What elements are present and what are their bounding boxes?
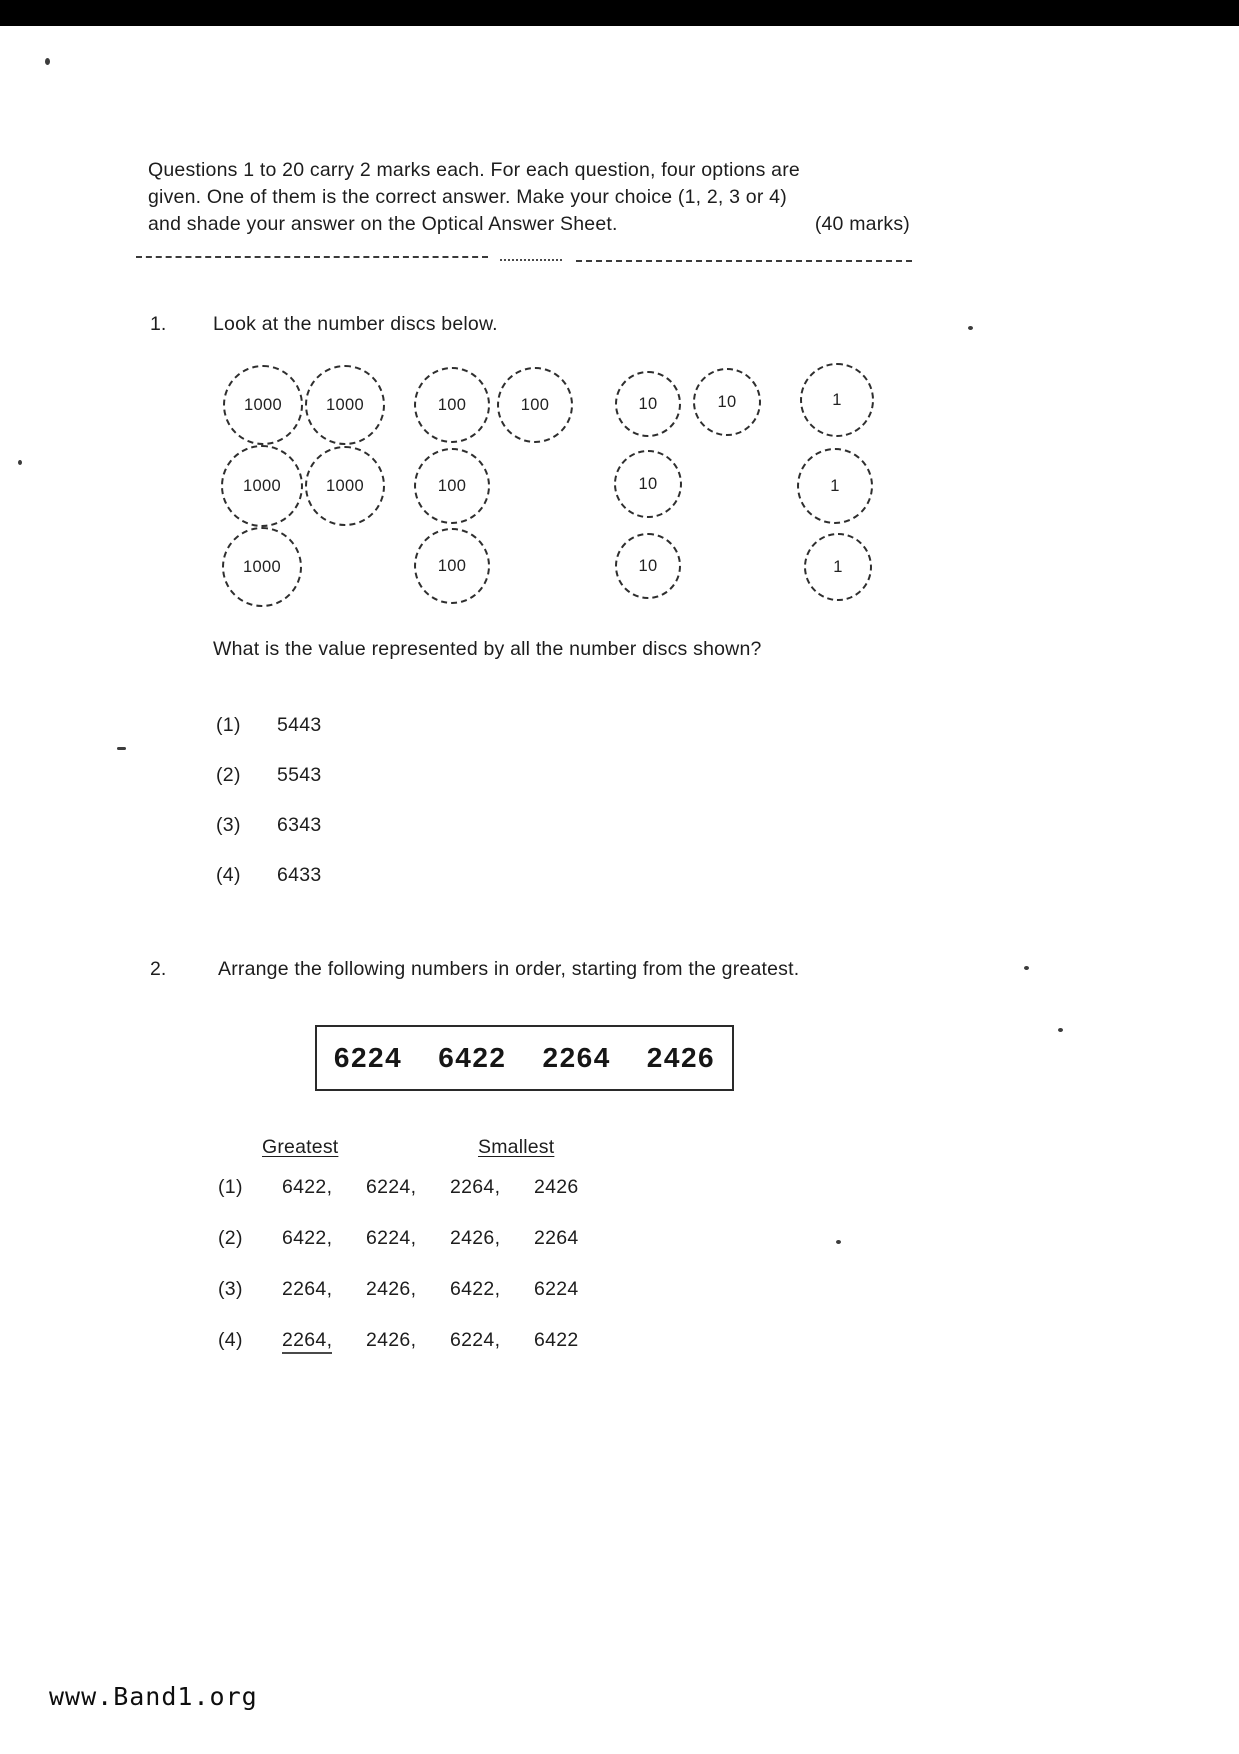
option-value: 6422, [282, 1176, 333, 1198]
number-disc: 1000 [305, 365, 385, 445]
scan-speck [1058, 1028, 1063, 1032]
option-label: (3) [218, 1278, 243, 1300]
number-disc: 100 [497, 367, 573, 443]
option-value: 5443 [277, 714, 322, 736]
divider-segment [136, 256, 488, 258]
q1-prompt: Look at the number discs below. [213, 313, 498, 335]
number-disc: 100 [414, 448, 490, 524]
option-label: (1) [218, 1176, 243, 1198]
number-disc: 1 [800, 363, 874, 437]
option-value: 6224, [366, 1227, 417, 1249]
number-disc: 10 [615, 371, 681, 437]
q1-option-row [216, 814, 322, 837]
option-value: 6224 [534, 1278, 579, 1300]
option-value: 5543 [277, 764, 322, 786]
scan-speck [117, 747, 126, 750]
footer-url: www.Band1.org [49, 1682, 258, 1711]
divider-segment [500, 259, 562, 261]
option-value: 2264 [534, 1227, 579, 1249]
scan-speck [968, 326, 973, 330]
q1-option-row [216, 864, 322, 887]
option-label: (4) [216, 864, 241, 886]
option-label: (3) [216, 814, 241, 836]
option-value: 6422, [282, 1227, 333, 1249]
option-value: 6224, [450, 1329, 501, 1351]
q2-option-row [218, 1176, 618, 1199]
q1-number: 1. [150, 313, 167, 335]
scan-underline-artifact [282, 1352, 332, 1354]
option-value: 6433 [277, 864, 322, 886]
option-value: 2426, [366, 1278, 417, 1300]
option-label: (1) [216, 714, 241, 736]
number-disc: 1000 [221, 445, 303, 527]
number-disc: 1 [804, 533, 872, 601]
option-value: 2264, [282, 1278, 333, 1300]
scan-speck [45, 58, 50, 65]
box-number: 2264 [542, 1042, 611, 1073]
box-number: 2426 [646, 1042, 716, 1073]
number-disc: 1000 [222, 527, 302, 607]
number-disc: 10 [693, 368, 761, 436]
option-value: 6422, [450, 1278, 501, 1300]
option-value: 6343 [277, 814, 322, 836]
divider-segment [576, 260, 912, 262]
option-value: 2426 [534, 1176, 579, 1198]
option-label: (2) [218, 1227, 243, 1249]
option-value: 2426, [366, 1329, 417, 1351]
box-number: 6422 [438, 1042, 507, 1073]
option-value: 2264, [282, 1329, 333, 1351]
q1-question: What is the value represented by all the number discs shown? [213, 638, 762, 660]
instructions-line-2: given. One of them is the correct answer. Make your choice (1, 2, 3 or 4) [148, 186, 787, 208]
q2-option-row [218, 1227, 618, 1250]
scan-speck [836, 1240, 841, 1244]
q2-option-row [218, 1329, 618, 1352]
q2-option-row [218, 1278, 618, 1301]
instructions-line-1: Questions 1 to 20 carry 2 marks each. For each question, four options are [148, 159, 800, 181]
instructions-line-3-row [148, 211, 910, 238]
q1-option-row [216, 764, 322, 787]
scan-speck [1024, 966, 1029, 970]
option-label: (2) [216, 764, 241, 786]
instructions-line-3: and shade your answer on the Optical Answer Sheet. [148, 213, 618, 235]
number-disc: 10 [614, 450, 682, 518]
scan-black-bar [0, 0, 1239, 26]
option-value: 2426, [450, 1227, 501, 1249]
marks-label: (40 marks) [814, 213, 910, 235]
q2-number: 2. [150, 958, 167, 980]
option-label: (4) [218, 1329, 243, 1351]
q2-numbers-box [315, 1025, 734, 1091]
scan-speck [18, 460, 22, 465]
q2-prompt: Arrange the following numbers in order, starting from the greatest. [218, 958, 800, 980]
option-value: 6224, [366, 1176, 417, 1198]
instructions-block [148, 157, 910, 238]
option-value: 2264, [450, 1176, 501, 1198]
number-disc: 1 [797, 448, 873, 524]
number-disc: 1000 [223, 365, 303, 445]
option-value: 6422 [534, 1329, 579, 1351]
number-disc: 100 [414, 528, 490, 604]
number-disc: 10 [615, 533, 681, 599]
number-disc: 1000 [305, 446, 385, 526]
number-disc: 100 [414, 367, 490, 443]
q1-option-row [216, 714, 322, 737]
smallest-header: Smallest [478, 1136, 555, 1158]
greatest-header: Greatest [262, 1136, 339, 1158]
box-number: 6224 [333, 1042, 403, 1073]
